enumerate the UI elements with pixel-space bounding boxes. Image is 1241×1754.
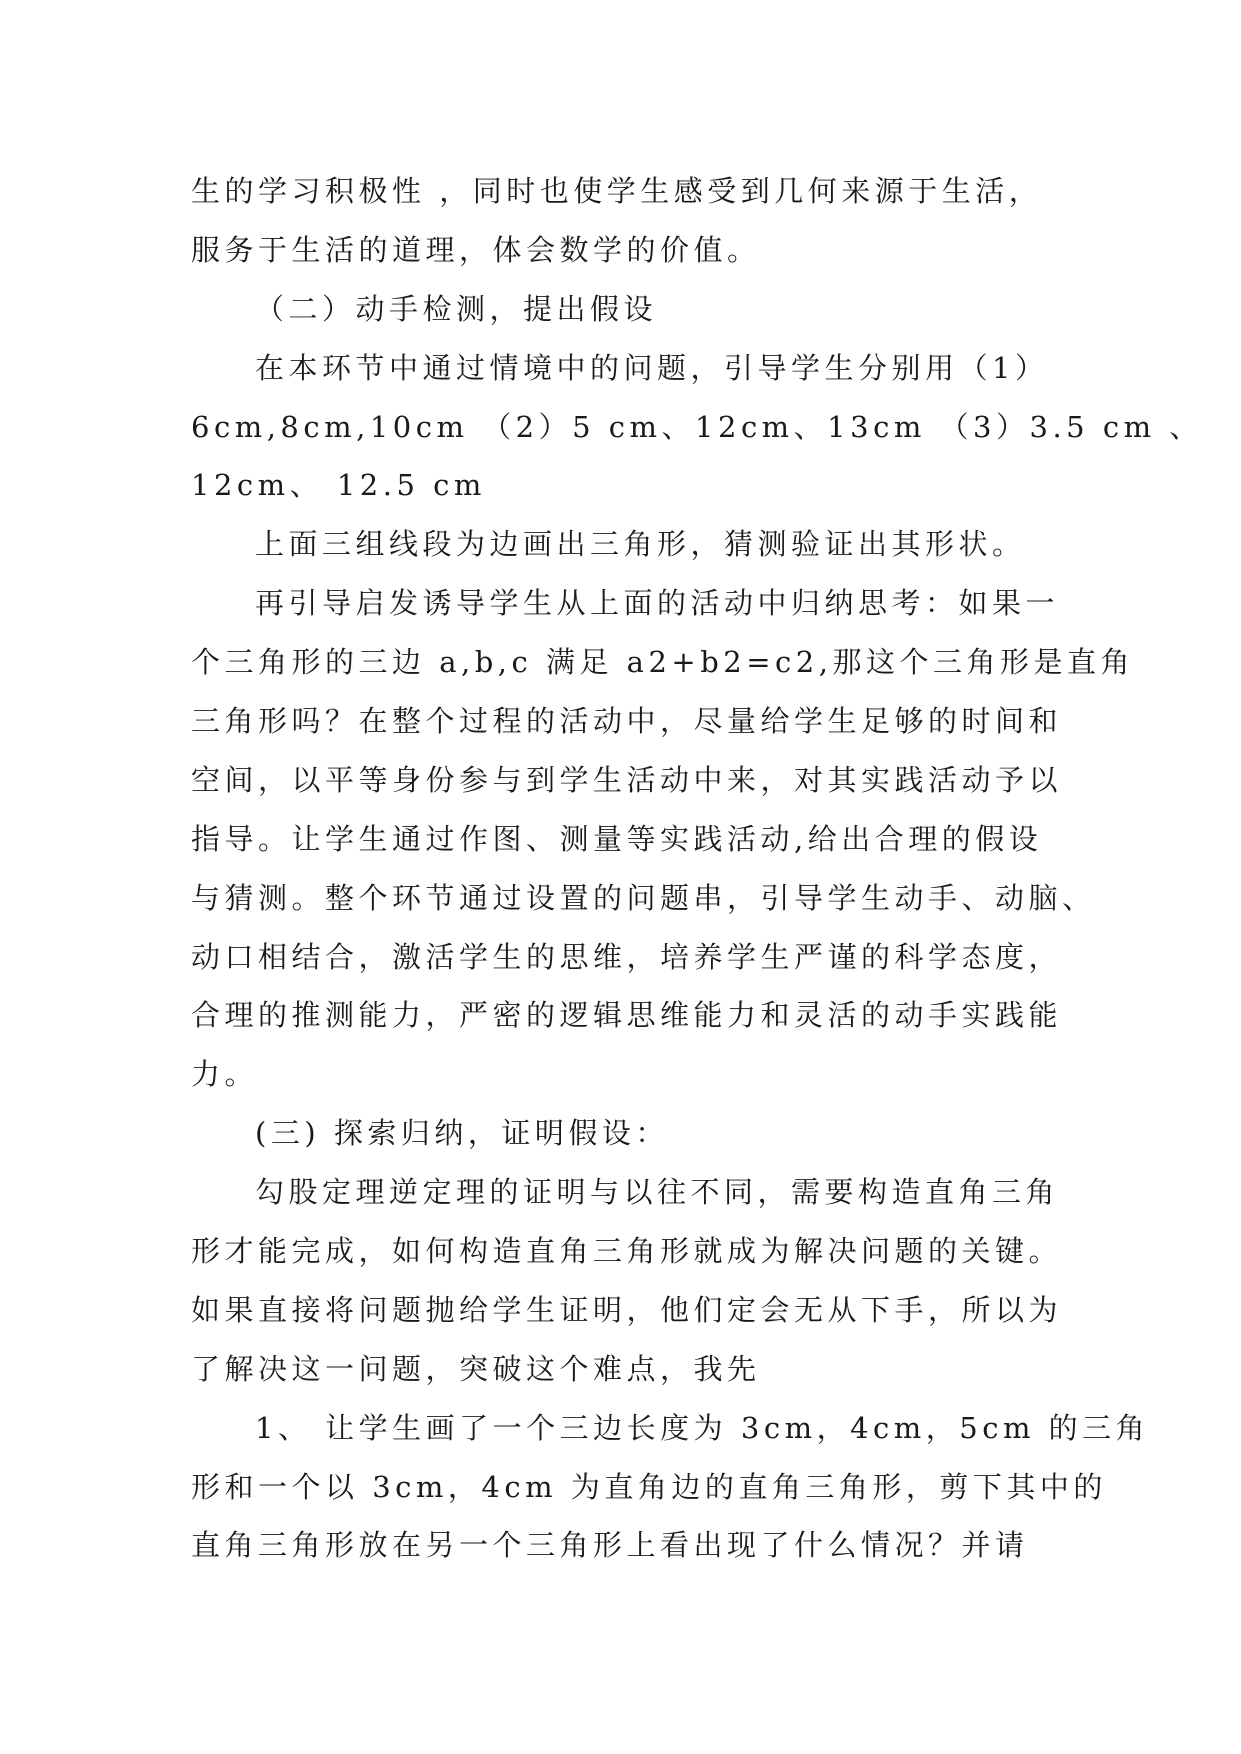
text-line: （二）动手检测，提出假设: [255, 291, 658, 326]
text-line: 动口相结合，激活学生的思维，培养学生严谨的科学态度，: [191, 939, 1063, 974]
text-line: 12cm、 12.5 cm: [191, 468, 486, 503]
text-line: 6cm,8cm,10cm （2）5 cm、12cm、13cm （3）3.5 cm 、: [191, 409, 1203, 444]
text-line: 三角形吗？在整个过程的活动中，尽量给学生足够的时间和: [191, 704, 1063, 739]
text-line: 上面三组线段为边画出三角形，猜测验证出其形状。: [255, 527, 1026, 562]
text-line: 生的学习积极性 ，同时也使学生感受到几何来源于生活，: [191, 174, 1043, 208]
text-line: 合理的推测能力，严密的逻辑思维能力和灵活的动手实践能: [191, 998, 1063, 1033]
text-line: 形和一个以 3cm，4cm 为直角边的直角三角形，剪下其中的: [191, 1469, 1107, 1504]
text-line: 1、 让学生画了一个三边长度为 3cm，4cm，5cm 的三角: [255, 1410, 1150, 1445]
text-line: 了解决这一问题，突破这个难点，我先: [191, 1351, 761, 1386]
body-text: [191, 162, 1203, 1575]
text-line: 如果直接将问题抛给学生证明，他们定会无从下手，所以为: [191, 1292, 1063, 1327]
text-line: 与猜测。整个环节通过设置的问题串，引导学生动手、动脑、: [191, 880, 1096, 915]
text-line: 在本环节中通过情境中的问题，引导学生分别用（1）: [255, 350, 1049, 385]
text-line: 再引导启发诱导学生从上面的活动中归纳思考：如果一: [255, 586, 1060, 621]
text-line: 空间，以平等身份参与到学生活动中来，对其实践活动予以: [191, 762, 1063, 797]
text-line: 指导。让学生通过作图、测量等实践活动,给出合理的假设: [191, 821, 1043, 856]
text-line: (三) 探索归纳，证明假设：: [255, 1116, 669, 1151]
text-line: 服务于生活的道理，体会数学的价值。: [191, 232, 761, 267]
text-line: 个三角形的三边 a,b,c 满足 a2+b2=c2,那这个三角形是直角: [191, 645, 1134, 680]
text-line: 直角三角形放在另一个三角形上看出现了什么情况？并请: [191, 1528, 1029, 1563]
text-line: 勾股定理逆定理的证明与以往不同，需要构造直角三角: [255, 1175, 1060, 1210]
text-line: 力。: [191, 1057, 259, 1092]
text-line: 形才能完成，如何构造直角三角形就成为解决问题的关键。: [191, 1234, 1063, 1269]
